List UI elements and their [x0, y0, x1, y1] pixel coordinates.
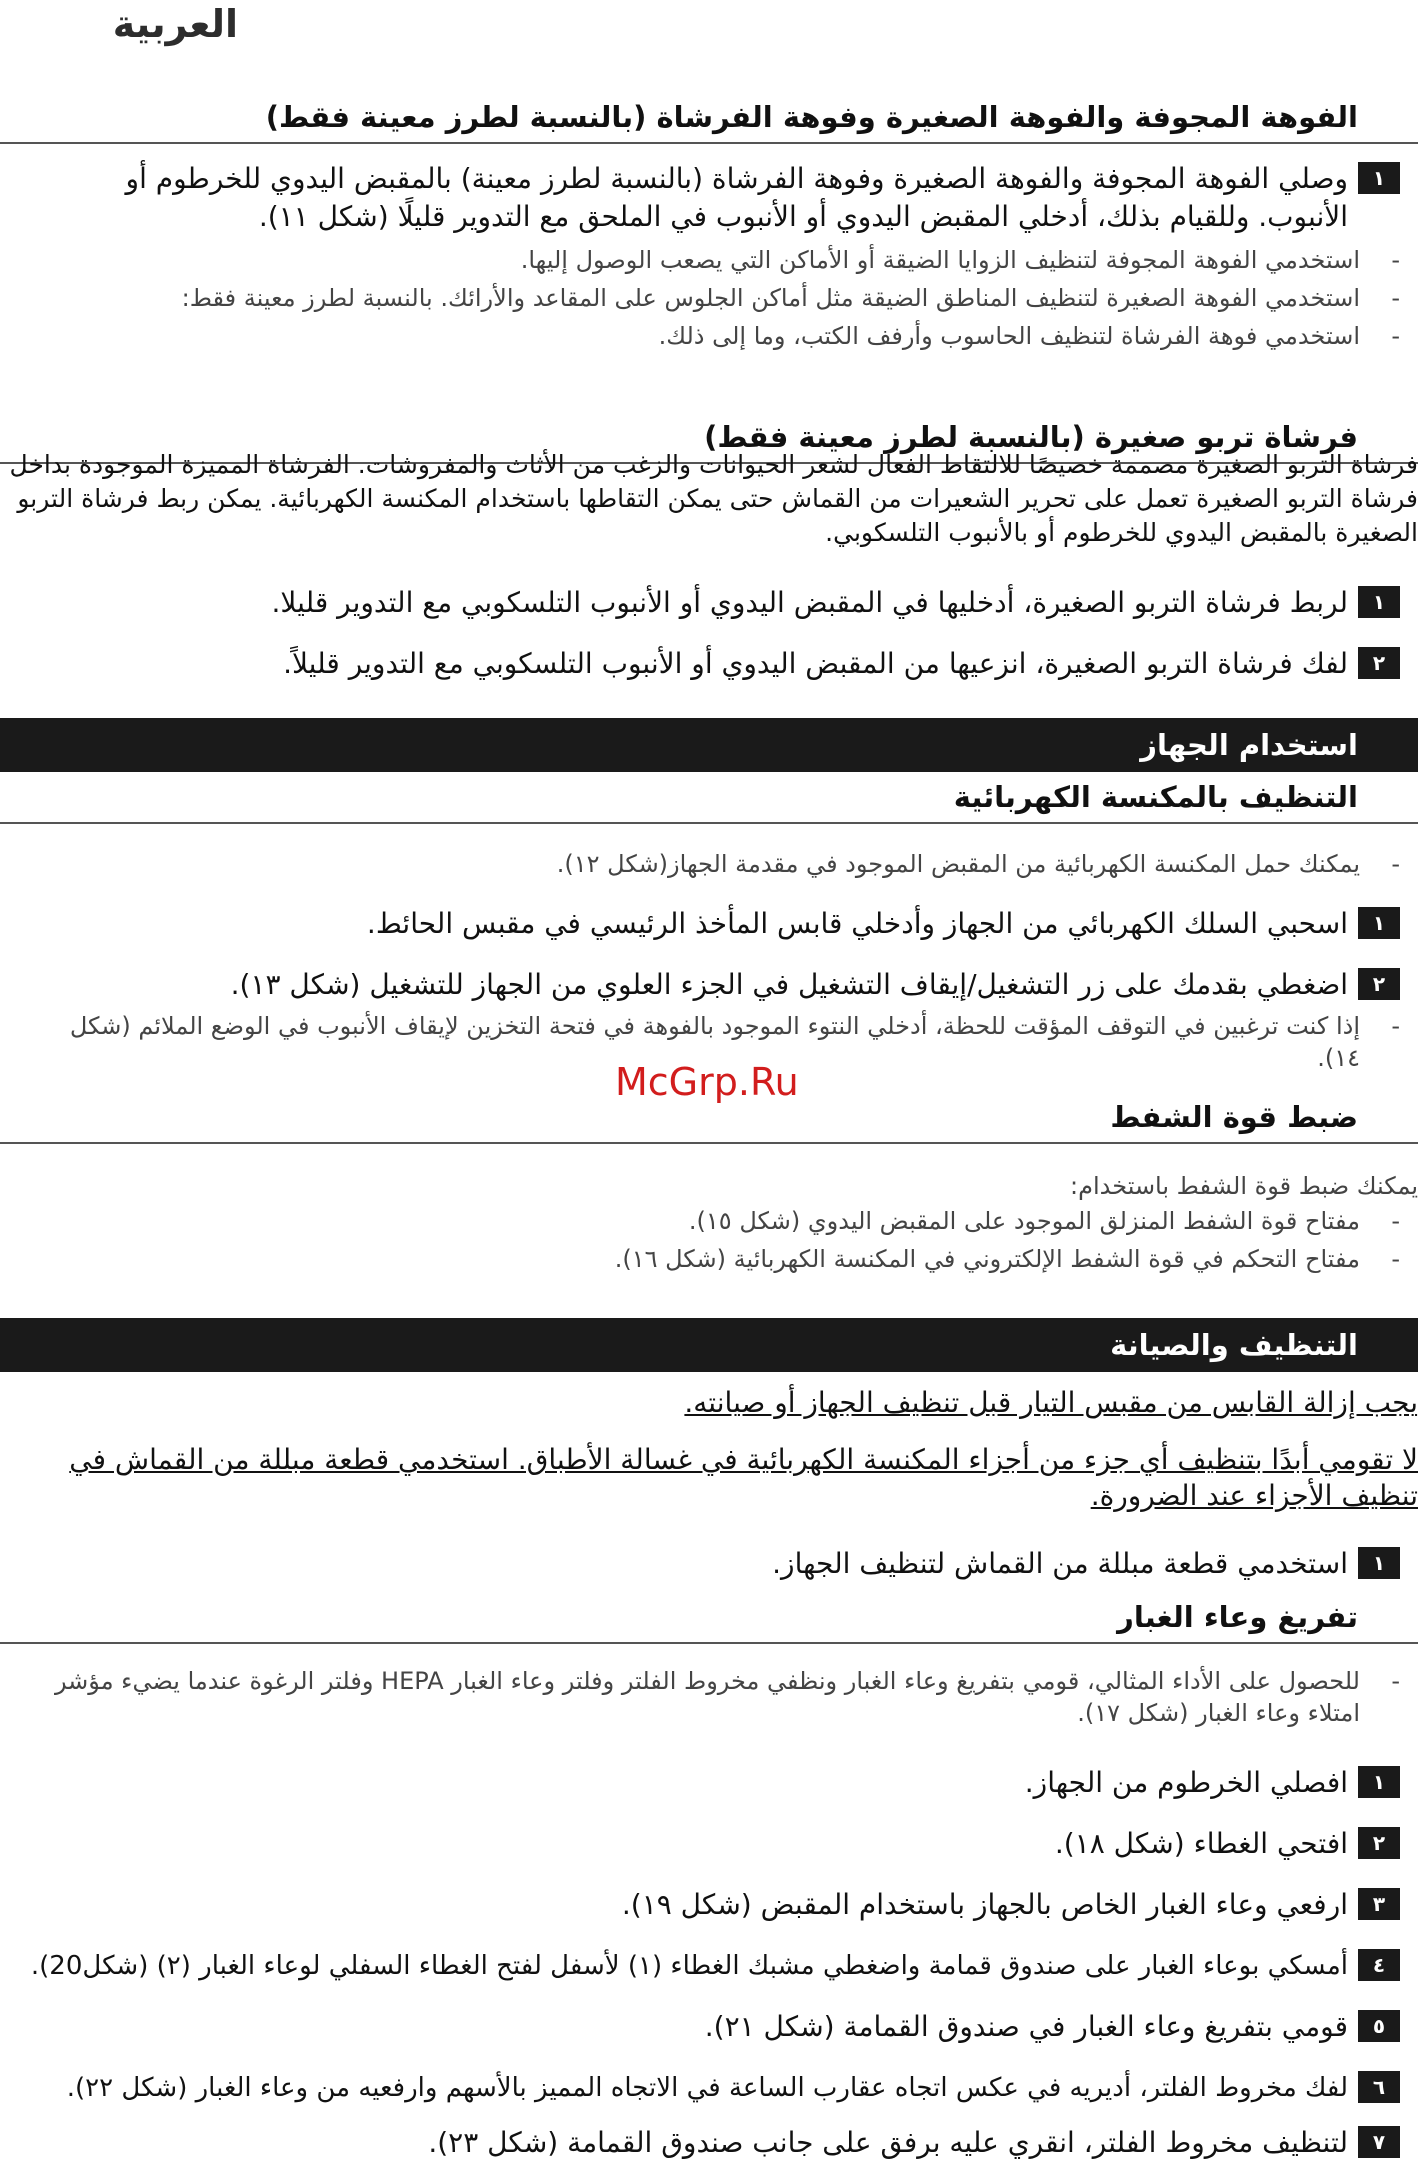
nozzles-bullet-2: - استخدمي الفوهة الصغيرة لتنظيف المناطق الضيقة مثل أماكن الجلوس على المقاعد والأرائك. بالنسبة لطرز معينة فقط: — [181, 284, 1400, 312]
step-text: أمسكي بوعاء الغبار على صندوق قمامة واضغطي مشبك الغطاء (١) لأسفل لفتح الغطاء السفلي لوعاء الغبار (٢) (شكل20). — [30, 1951, 1348, 1981]
step-text: لفك مخروط الفلتر، أديريه في عكس اتجاه عقارب الساعة في الاتجاه المميز بالأسهم وارفعيه من وعاء الغبار (شكل ٢٢). — [66, 2073, 1348, 2103]
step-number: ١ — [1358, 1766, 1400, 1798]
step-number: ٢ — [1358, 1827, 1400, 1859]
suction-bullet-2: - مفتاح التحكم في قوة الشفط الإلكتروني في المكنسة الكهربائية (شكل ١٦). — [614, 1245, 1400, 1273]
step-text: اسحبي السلك الكهربائي من الجهاز وأدخلي قابس المأخذ الرئيسي في مقبس الحائط. — [366, 907, 1348, 940]
step-text: اضغطي بقدمك على زر التشغيل/إيقاف التشغيل في الجزء العلوي من الجهاز للتشغيل (شكل ١٣). — [230, 968, 1348, 1001]
watermark-text: McGrp.Ru — [615, 1060, 799, 1104]
step-number: ١ — [1358, 162, 1400, 194]
section-title-nozzles: الفوهة المجوفة والفوهة الصغيرة وفوهة الفرشاة (بالنسبة لطرز معينة فقط) — [0, 100, 1418, 144]
step-text: افصلي الخرطوم من الجهاز. — [1024, 1766, 1348, 1799]
warning-dishwasher: لا تقومي أبدًا بتنظيف أي جزء من أجزاء المكنسة الكهربائية في غسالة الأطباق. استخدمي قطعة مبللة من القماش في تنظيف الأجزاء عند الضرورة. — [69, 1443, 1418, 1512]
step-number: ٢ — [1358, 968, 1400, 1000]
subsection-title-suction: ضبط قوة الشفط — [0, 1100, 1418, 1144]
step-number: ٣ — [1358, 1888, 1400, 1920]
turbo-paragraph: فرشاة التربو الصغيرة مصممة خصيصًا للالتقاط الفعال لشعر الحيوانات والزغب من الأثاث والمفروشات. الفرشاة المميزة الموجودة بداخل فرشاة التربو الصغيرة تعمل على تحرير الشعيرات من القماش حتى يمكن التقاطها باستخدام المكنسة الكهربائية. يمكن ربط فرشاة التربو الصغيرة بالمقبض اليدوي للخرطوم أو بالأنبوب التلسكوبي. — [9, 450, 1418, 547]
nozzles-bullet-1: - استخدمي الفوهة المجوفة لتنظيف الزوايا الضيقة أو الأماكن التي يصعب الوصول إليها. — [520, 246, 1400, 274]
step-number: ٥ — [1358, 2010, 1400, 2042]
step-number: ٦ — [1358, 2071, 1400, 2103]
step-number: ٧ — [1358, 2126, 1400, 2158]
using-bullet-pause: - إذا كنت ترغبين في التوقف المؤقت للحظة، أدخلي النتوء الموجود بالفوهة في فتحة التخزين لإيقاف الأنبوب في الوضع الملائم (شكل ١٤). — [69, 1012, 1400, 1072]
step-text: ارفعي وعاء الغبار الخاص بالجهاز باستخدام المقبض (شكل ١٩). — [621, 1888, 1348, 1921]
emptying-bullet: - للحصول على الأداء المثالي، قومي بتفريغ وعاء الغبار ونظفي مخروط الفلتر وفلتر وعاء الغبار HEPA وفلتر الرغوة عندما يضيء مؤشر امتلاء وعاء الغبار (شكل ١٧). — [54, 1667, 1400, 1727]
section-title-turbo-brush: فرشاة تربو صغيرة (بالنسبة لطرز معينة فقط) — [0, 420, 1418, 464]
suction-bullet-1: - مفتاح قوة الشفط المنزلق الموجود على المقبض اليدوي (شكل ١٥). — [688, 1207, 1400, 1235]
step-number: ٤ — [1358, 1949, 1400, 1981]
step-text: لربط فرشاة التربو الصغيرة، أدخليها في المقبض اليدوي أو الأنبوب التلسكوبي مع التدوير قليلا. — [271, 586, 1348, 619]
subsection-title-emptying: تفريغ وعاء الغبار — [0, 1600, 1418, 1644]
step-text: استخدمي قطعة مبللة من القماش لتنظيف الجهاز. — [772, 1547, 1348, 1580]
nozzles-bullet-3: - استخدمي فوهة الفرشاة لتنظيف الحاسوب وأرفف الكتب، وما إلى ذلك. — [658, 322, 1400, 350]
step-number: ٢ — [1358, 647, 1400, 679]
language-title: العربية — [112, 2, 238, 46]
step-text: قومي بتفريغ وعاء الغبار في صندوق القمامة (شكل ٢١). — [704, 2010, 1348, 2043]
section-bar-using: استخدام الجهاز — [0, 718, 1418, 772]
step-text: لفك فرشاة التربو الصغيرة، انزعيها من المقبض اليدوي أو الأنبوب التلسكوبي مع التدوير قليلاً. — [283, 647, 1348, 680]
section-bar-cleaning: التنظيف والصيانة — [0, 1318, 1418, 1372]
warning-unplug: يجب إزالة القابس من مقبس التيار قبل تنظيف الجهاز أو صيانته. — [684, 1386, 1418, 1419]
step-text: افتحي الغطاء (شكل ١٨). — [1054, 1827, 1348, 1860]
using-bullet-carry: - يمكنك حمل المكنسة الكهربائية من المقبض الموجود في مقدمة الجهاز(شكل ١٢). — [556, 850, 1400, 878]
suction-intro: يمكنك ضبط قوة الشفط باستخدام: — [1070, 1172, 1418, 1200]
subsection-title-vacuuming: التنظيف بالمكنسة الكهربائية — [0, 780, 1418, 824]
step-number: ١ — [1358, 1547, 1400, 1579]
step-number: ١ — [1358, 907, 1400, 939]
step-number: ١ — [1358, 586, 1400, 618]
step-text: وصلي الفوهة المجوفة والفوهة الصغيرة وفوهة الفرشاة (بالنسبة لطرز معينة) بالمقبض اليدوي للخرطوم أو الأنبوب. وللقيام بذلك، أدخلي المقبض اليدوي أو الأنبوب في الملحق مع التدوير قليلًا (شكل ١١). — [125, 162, 1348, 233]
step-text: لتنظيف مخروط الفلتر، انقري عليه برفق على جانب صندوق القمامة (شكل ٢٣). — [428, 2126, 1348, 2159]
